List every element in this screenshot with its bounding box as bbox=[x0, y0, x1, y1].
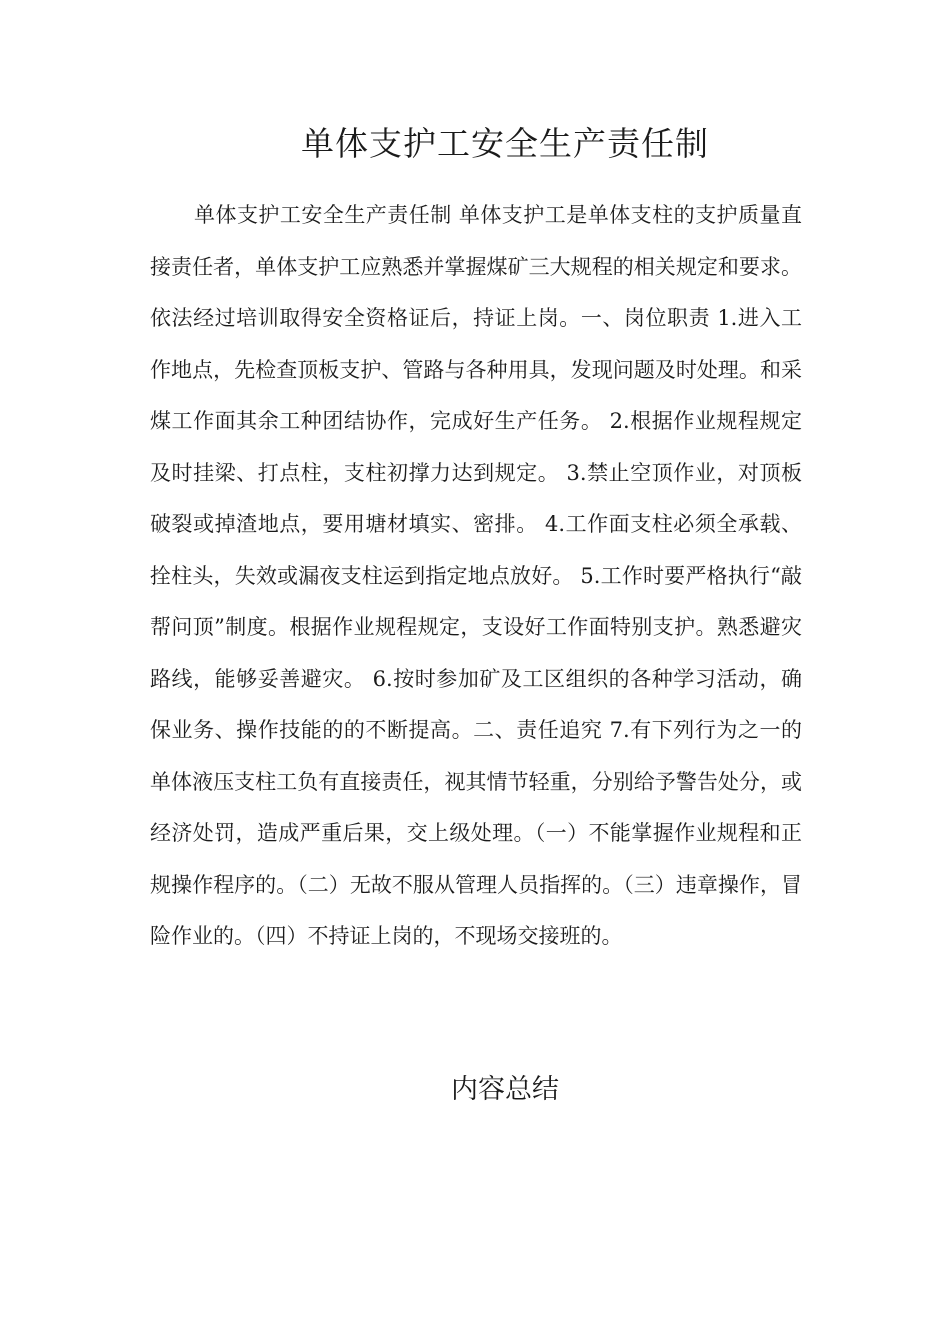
summary-heading: 内容总结 bbox=[451, 1074, 559, 1105]
document-title: 单体支护工安全生产责任制 bbox=[301, 124, 709, 163]
document-body-paragraph: 单体支护工安全生产责任制 单体支护工是单体支柱的支护质量直接责任者，单体支护工应熟悉并掌握煤矿三大规程的相关规定和要求。依法经过培训取得安全资格证后，持证上岗。一、岗位职责 1.进入工作地点，先检查顶板支护、管路与各种用具，发现问题及时处理。和采煤工作面其余工种团结协作，完成好生产任务。 2.根据作业规程规定及时挂梁、打点柱，支柱初撑力达到规定。 3.禁止空顶作业，对顶板破裂或掉渣地点，要用塘材填实、密排。 4.工作面支柱必须全承载、拴柱头，失效或漏夜支柱运到指定地点放好。 5.工作时要严格执行“敲帮问顶”制度。根据作业规程规定，支设好工作面特别支护。熟悉避灾路线，能够妥善避灾。 6.按时参加矿及工区组织的各种学习活动，确保业务、操作技能的的不断提高。二、责任追究 7.有下列行为之一的单体液压支柱工负有直接责任，视其情节轻重，分别给予警告处分，或经济处罚，造成严重后果，交上级处理。（一）不能掌握作业规程和正规操作程序的。（二）无故不服从管理人员指挥的。（三）违章操作，冒险作业的。（四）不持证上岗的，不现场交接班的。 bbox=[150, 203, 802, 948]
